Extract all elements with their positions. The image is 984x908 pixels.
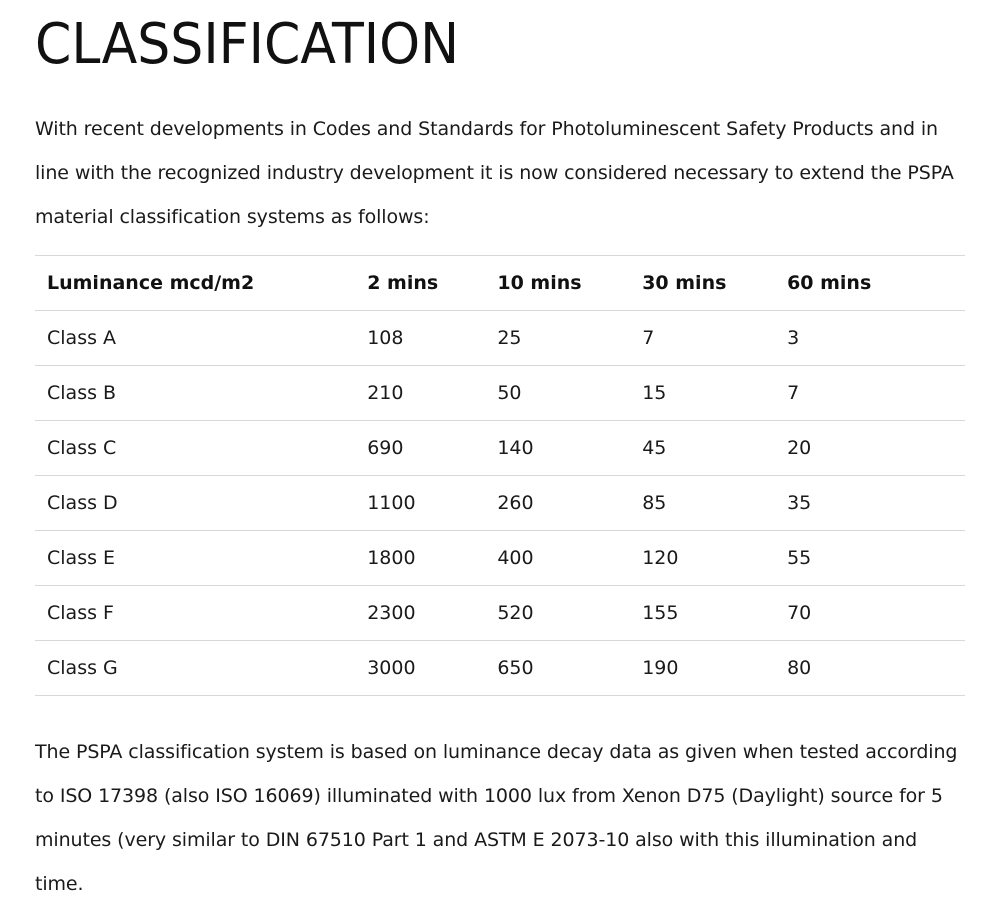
table-row [35,366,965,421]
value-2-mins-cell: 1100 [355,476,485,531]
table-row [35,421,965,476]
value-60-mins-cell: 55 [775,531,965,586]
value-60-mins-cell: 7 [775,366,965,421]
class-name-cell: Class A [35,311,355,366]
class-name-cell: Class B [35,366,355,421]
value-30-mins-cell: 155 [630,586,775,641]
table-header-row [35,256,965,311]
value-10-mins-cell: 520 [485,586,630,641]
intro-paragraph: With recent developments in Codes and Standards for Photoluminescent Safety Products and in line with the recognized industry development it is now considered necessary to extend the PSPA material classification systems as follows: [35,118,954,228]
value-60-mins-cell: 80 [775,641,965,696]
value-60-mins-cell: 3 [775,311,965,366]
value-2-mins-cell: 2300 [355,586,485,641]
page-title: CLASSIFICATION [35,12,460,77]
column-header-2-mins: 2 mins [355,256,485,311]
column-header-60-mins: 60 mins [775,256,965,311]
value-10-mins-cell: 50 [485,366,630,421]
column-header-10-mins: 10 mins [485,256,630,311]
value-30-mins-cell: 7 [630,311,775,366]
value-2-mins-cell: 210 [355,366,485,421]
value-2-mins-cell: 690 [355,421,485,476]
value-10-mins-cell: 140 [485,421,630,476]
value-30-mins-cell: 120 [630,531,775,586]
table-row [35,586,965,641]
class-name-cell: Class C [35,421,355,476]
value-30-mins-cell: 190 [630,641,775,696]
value-10-mins-cell: 25 [485,311,630,366]
value-2-mins-cell: 108 [355,311,485,366]
value-30-mins-cell: 15 [630,366,775,421]
value-10-mins-cell: 400 [485,531,630,586]
class-name-cell: Class G [35,641,355,696]
value-60-mins-cell: 20 [775,421,965,476]
value-10-mins-cell: 260 [485,476,630,531]
column-header-luminance: Luminance mcd/m2 [35,256,355,311]
outro-paragraph: The PSPA classification system is based on luminance decay data as given when tested according to ISO 17398 (also ISO 16069) illuminated with 1000 lux from Xenon D75 (Daylight) source for 5 minutes (very similar to DIN 67510 Part 1 and ASTM E 2073-10 also with this illumination and time. [35,741,958,895]
value-60-mins-cell: 35 [775,476,965,531]
class-name-cell: Class F [35,586,355,641]
value-30-mins-cell: 85 [630,476,775,531]
class-name-cell: Class E [35,531,355,586]
column-header-30-mins: 30 mins [630,256,775,311]
table-row [35,311,965,366]
class-name-cell: Class D [35,476,355,531]
table-row [35,531,965,586]
value-60-mins-cell: 70 [775,586,965,641]
value-10-mins-cell: 650 [485,641,630,696]
value-2-mins-cell: 1800 [355,531,485,586]
table-row [35,641,965,696]
value-30-mins-cell: 45 [630,421,775,476]
table-row [35,476,965,531]
value-2-mins-cell: 3000 [355,641,485,696]
classification-table [35,255,965,696]
